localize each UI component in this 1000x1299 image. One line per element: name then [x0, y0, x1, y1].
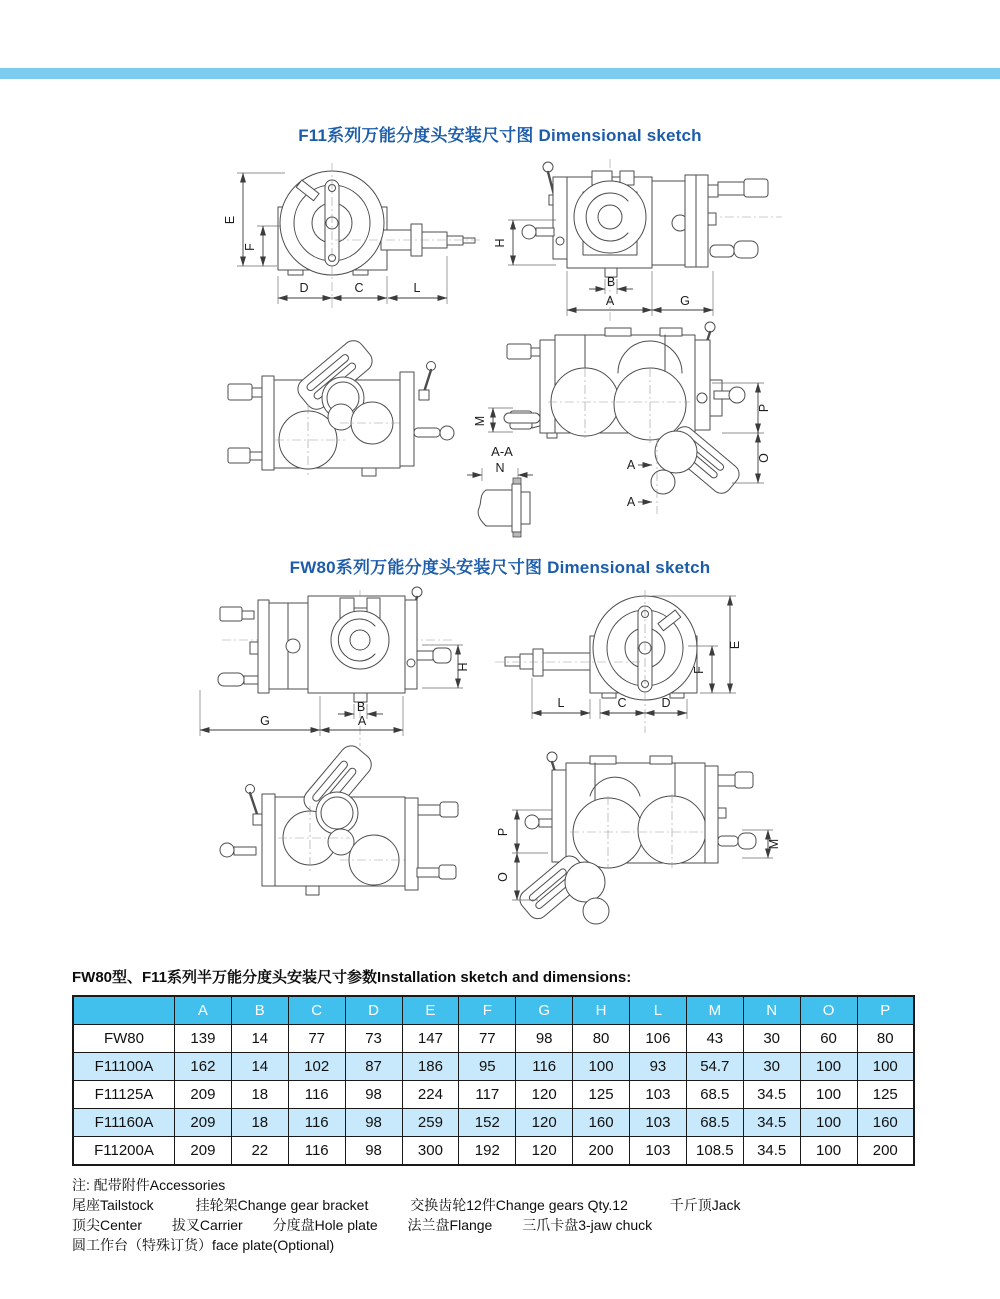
value-cell: 209: [175, 1109, 232, 1137]
dim-label-o: O: [496, 872, 510, 882]
dim-label-f: F: [692, 666, 706, 674]
value-cell: 103: [630, 1081, 687, 1109]
drawing-fw80-front-view: [190, 588, 490, 751]
value-cell: 98: [345, 1109, 402, 1137]
model-cell: F11200A: [73, 1137, 175, 1166]
column-header-C: C: [288, 996, 345, 1025]
model-cell: F11100A: [73, 1053, 175, 1081]
value-cell: 160: [573, 1109, 630, 1137]
column-header-L: L: [630, 996, 687, 1025]
value-cell: 18: [231, 1081, 288, 1109]
value-cell: 22: [231, 1137, 288, 1166]
section-title-f11: F11系列万能分度头安装尺寸图 Dimensional sketch: [298, 126, 702, 145]
dim-label-p: P: [496, 827, 510, 837]
dim-label-a: A: [357, 714, 367, 728]
column-header-G: G: [516, 996, 573, 1025]
table-row-F11125A: [73, 1081, 914, 1109]
accessory-notes: [72, 1175, 932, 1255]
dim-label-n: N: [495, 461, 505, 475]
value-cell: 14: [231, 1053, 288, 1081]
value-cell: 120: [516, 1081, 573, 1109]
table-header-row: [73, 996, 914, 1025]
value-cell: 106: [630, 1025, 687, 1053]
drawing-f11-rear-view: [200, 320, 480, 530]
column-header-D: D: [345, 996, 402, 1025]
model-cell: F11160A: [73, 1109, 175, 1137]
corner-header-cell: [73, 996, 175, 1025]
note-line-2: [72, 1195, 932, 1215]
dimension-e: [223, 173, 285, 266]
drawing-f11-side-view: [185, 158, 500, 315]
dimension-table: [72, 995, 915, 1166]
dim-label-f: F: [243, 243, 257, 251]
dim-label-e: E: [728, 640, 742, 650]
value-cell: 103: [630, 1137, 687, 1166]
value-cell: 116: [288, 1109, 345, 1137]
value-cell: 77: [288, 1025, 345, 1053]
value-cell: 162: [175, 1053, 232, 1081]
value-cell: 100: [800, 1109, 857, 1137]
column-header-P: P: [857, 996, 914, 1025]
value-cell: 152: [459, 1109, 516, 1137]
value-cell: 200: [573, 1137, 630, 1166]
value-cell: 77: [459, 1025, 516, 1053]
value-cell: 68.5: [686, 1109, 743, 1137]
value-cell: 125: [573, 1081, 630, 1109]
drawing-f11-front-view: [480, 155, 810, 325]
note-item: 法兰盘Flange: [407, 1217, 493, 1233]
value-cell: 98: [345, 1081, 402, 1109]
table-caption: FW80型、F11系列半万能分度头安装尺寸参数Installation sketch and dimensions:: [72, 969, 632, 986]
column-header-B: B: [231, 996, 288, 1025]
column-header-F: F: [459, 996, 516, 1025]
note-item: 千斤顶Jack: [669, 1197, 741, 1213]
dim-label-c: C: [617, 696, 627, 710]
drawing-fw80-rear-view: [200, 748, 500, 943]
value-cell: 87: [345, 1053, 402, 1081]
value-cell: 54.7: [686, 1053, 743, 1081]
machine-outline: [278, 163, 483, 308]
machine-outline: [504, 322, 745, 497]
dim-label-e: E: [223, 215, 237, 225]
value-cell: 116: [288, 1081, 345, 1109]
machine-outline: [228, 336, 454, 476]
value-cell: 125: [857, 1081, 914, 1109]
dimension-table-wrap: [72, 995, 915, 1166]
drawing-f11-rear-view-rotated: [490, 318, 800, 533]
dim-label-o: O: [757, 453, 771, 463]
dimension-b: [589, 275, 633, 294]
note-line-4: 圆工作台（特殊订货）face plate(Optional): [72, 1237, 335, 1253]
value-cell: 98: [516, 1025, 573, 1053]
value-cell: 73: [345, 1025, 402, 1053]
value-cell: 60: [800, 1025, 857, 1053]
value-cell: 259: [402, 1109, 459, 1137]
table-row-F11100A: [73, 1053, 914, 1081]
drawing-fw80-side-view: [490, 588, 790, 751]
dim-label-b: B: [356, 700, 366, 714]
dim-label-p: P: [757, 403, 771, 413]
column-header-H: H: [573, 996, 630, 1025]
value-cell: 30: [743, 1025, 800, 1053]
note-item: 分度盘Hole plate: [272, 1217, 378, 1233]
dim-label-a: A: [605, 294, 615, 308]
note-line-3: [72, 1215, 932, 1235]
dim-label-b: B: [606, 275, 616, 289]
value-cell: 139: [175, 1025, 232, 1053]
value-cell: 80: [857, 1025, 914, 1053]
machine-outline: [516, 752, 756, 924]
value-cell: 100: [800, 1137, 857, 1166]
value-cell: 93: [630, 1053, 687, 1081]
dim-label-m: M: [767, 838, 781, 850]
value-cell: 95: [459, 1053, 516, 1081]
value-cell: 34.5: [743, 1109, 800, 1137]
drawing-fw80-rear-view-rotated: [490, 748, 800, 948]
value-cell: 224: [402, 1081, 459, 1109]
table-row-FW80: [73, 1025, 914, 1053]
dim-label-m: M: [473, 415, 487, 427]
value-cell: 34.5: [743, 1137, 800, 1166]
column-header-A: A: [175, 996, 232, 1025]
dimension-ag: [567, 271, 713, 316]
value-cell: 120: [516, 1137, 573, 1166]
value-cell: 103: [630, 1109, 687, 1137]
note-line-1: 注: 配带附件Accessories: [72, 1177, 226, 1193]
value-cell: 116: [516, 1053, 573, 1081]
value-cell: 186: [402, 1053, 459, 1081]
value-cell: 300: [402, 1137, 459, 1166]
value-cell: 102: [288, 1053, 345, 1081]
value-cell: 30: [743, 1053, 800, 1081]
dim-label-l: L: [557, 696, 565, 710]
note-item: 交换齿轮12件Change gears Qty.12: [410, 1197, 628, 1213]
note-item: 三爪卡盘3-jaw chuck: [522, 1217, 653, 1233]
section-label-aa: A-A: [491, 444, 513, 459]
machine-outline: [495, 590, 697, 733]
value-cell: 116: [288, 1137, 345, 1166]
dimension-f: [243, 226, 281, 266]
value-cell: 108.5: [686, 1137, 743, 1166]
dim-label-l: L: [413, 281, 421, 295]
model-cell: FW80: [73, 1025, 175, 1053]
value-cell: 100: [857, 1053, 914, 1081]
dim-label-g: G: [260, 714, 270, 728]
value-cell: 200: [857, 1137, 914, 1166]
model-cell: F11125A: [73, 1081, 175, 1109]
machine-outline: [218, 587, 452, 746]
column-header-O: O: [800, 996, 857, 1025]
note-item: 拔叉Carrier: [171, 1217, 243, 1233]
dim-label-h: H: [493, 238, 507, 248]
dim-label-g: G: [680, 294, 690, 308]
column-header-N: N: [743, 996, 800, 1025]
section-arrow-label-a: A: [626, 495, 636, 509]
value-cell: 100: [800, 1053, 857, 1081]
top-accent-bar: [0, 68, 1000, 79]
value-cell: 100: [573, 1053, 630, 1081]
column-header-E: E: [402, 996, 459, 1025]
value-cell: 209: [175, 1081, 232, 1109]
note-item: 顶尖Center: [72, 1217, 143, 1233]
value-cell: 14: [231, 1025, 288, 1053]
table-row-F11160A: [73, 1109, 914, 1137]
value-cell: 209: [175, 1137, 232, 1166]
value-cell: 68.5: [686, 1081, 743, 1109]
value-cell: 160: [857, 1109, 914, 1137]
note-item: 挂轮架Change gear bracket: [195, 1197, 369, 1213]
section-arrow-label-a: A: [626, 458, 636, 472]
dimension-ga: [200, 690, 403, 736]
value-cell: 147: [402, 1025, 459, 1053]
value-cell: 192: [459, 1137, 516, 1166]
dim-label-d: D: [661, 696, 671, 710]
dim-label-c: C: [354, 281, 364, 295]
note-item: 尾座Tailstock: [72, 1197, 154, 1213]
dim-label-d: D: [299, 281, 309, 295]
value-cell: 120: [516, 1109, 573, 1137]
value-cell: 80: [573, 1025, 630, 1053]
table-row-F11200A: [73, 1137, 914, 1166]
table-body: [73, 1025, 914, 1166]
value-cell: 18: [231, 1109, 288, 1137]
value-cell: 100: [800, 1081, 857, 1109]
value-cell: 43: [686, 1025, 743, 1053]
value-cell: 117: [459, 1081, 516, 1109]
machine-outline: [220, 741, 458, 895]
dim-label-h: H: [456, 662, 470, 672]
column-header-M: M: [686, 996, 743, 1025]
value-cell: 98: [345, 1137, 402, 1166]
value-cell: 34.5: [743, 1081, 800, 1109]
section-title-fw80: FW80系列万能分度头安装尺寸图 Dimensional sketch: [289, 558, 711, 577]
